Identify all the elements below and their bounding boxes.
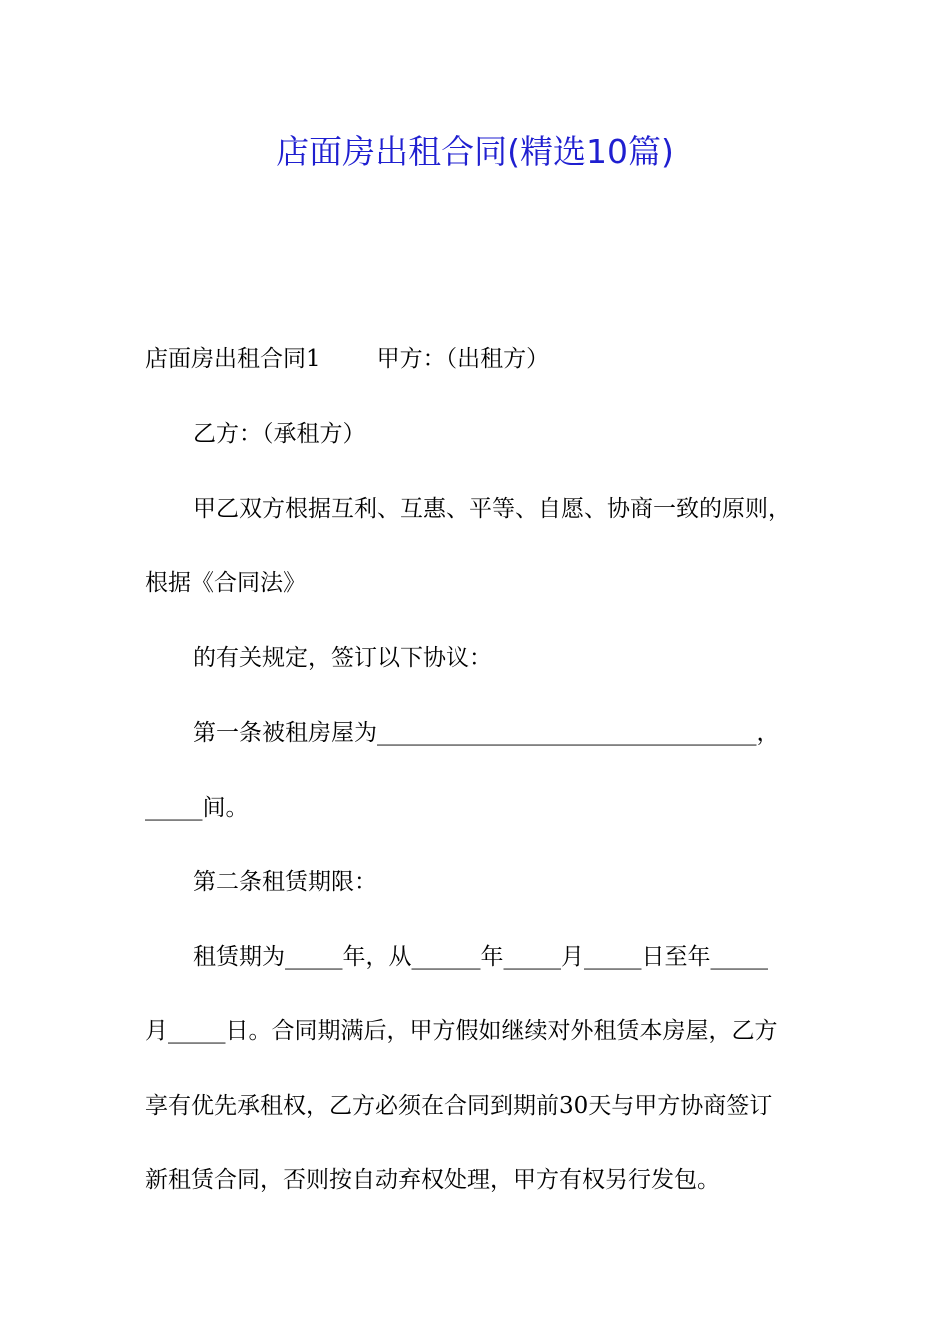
paragraph-line: _____间。 [145,795,249,821]
paragraph-line: 新租赁合同，否则按自动弃权处理，甲方有权另行发包。 [145,1167,720,1193]
contract-number-label: 店面房出租合同1 [145,346,321,372]
paragraph-line: 第一条被租房屋为_________________________________， [193,720,780,746]
party-a-label: 甲方：（出租方） [376,346,550,372]
paragraph-line: 的有关规定，签订以下协议： [193,645,492,671]
paragraph-line: 乙方：（承租方） [193,421,366,447]
paragraph-line: 甲乙双方根据互利、互惠、平等、自愿、协商一致的原则， [193,496,791,522]
paragraph-line: 月_____日。合同期满后，甲方假如继续对外租赁本房屋，乙方 [145,1018,778,1044]
paragraph-line: 享有优先承租权，乙方必须在合同到期前30天与甲方协商签订 [145,1093,773,1119]
paragraph-line: 根据《合同法》 [145,570,306,596]
paragraph-line [145,339,549,379]
paragraph-line: 租赁期为_____年，从______年_____月_____日至年_____ [193,944,768,970]
paragraph-line: 第二条租赁期限： [193,869,377,895]
document-title: 店面房出租合同(精选10篇) [276,132,674,171]
